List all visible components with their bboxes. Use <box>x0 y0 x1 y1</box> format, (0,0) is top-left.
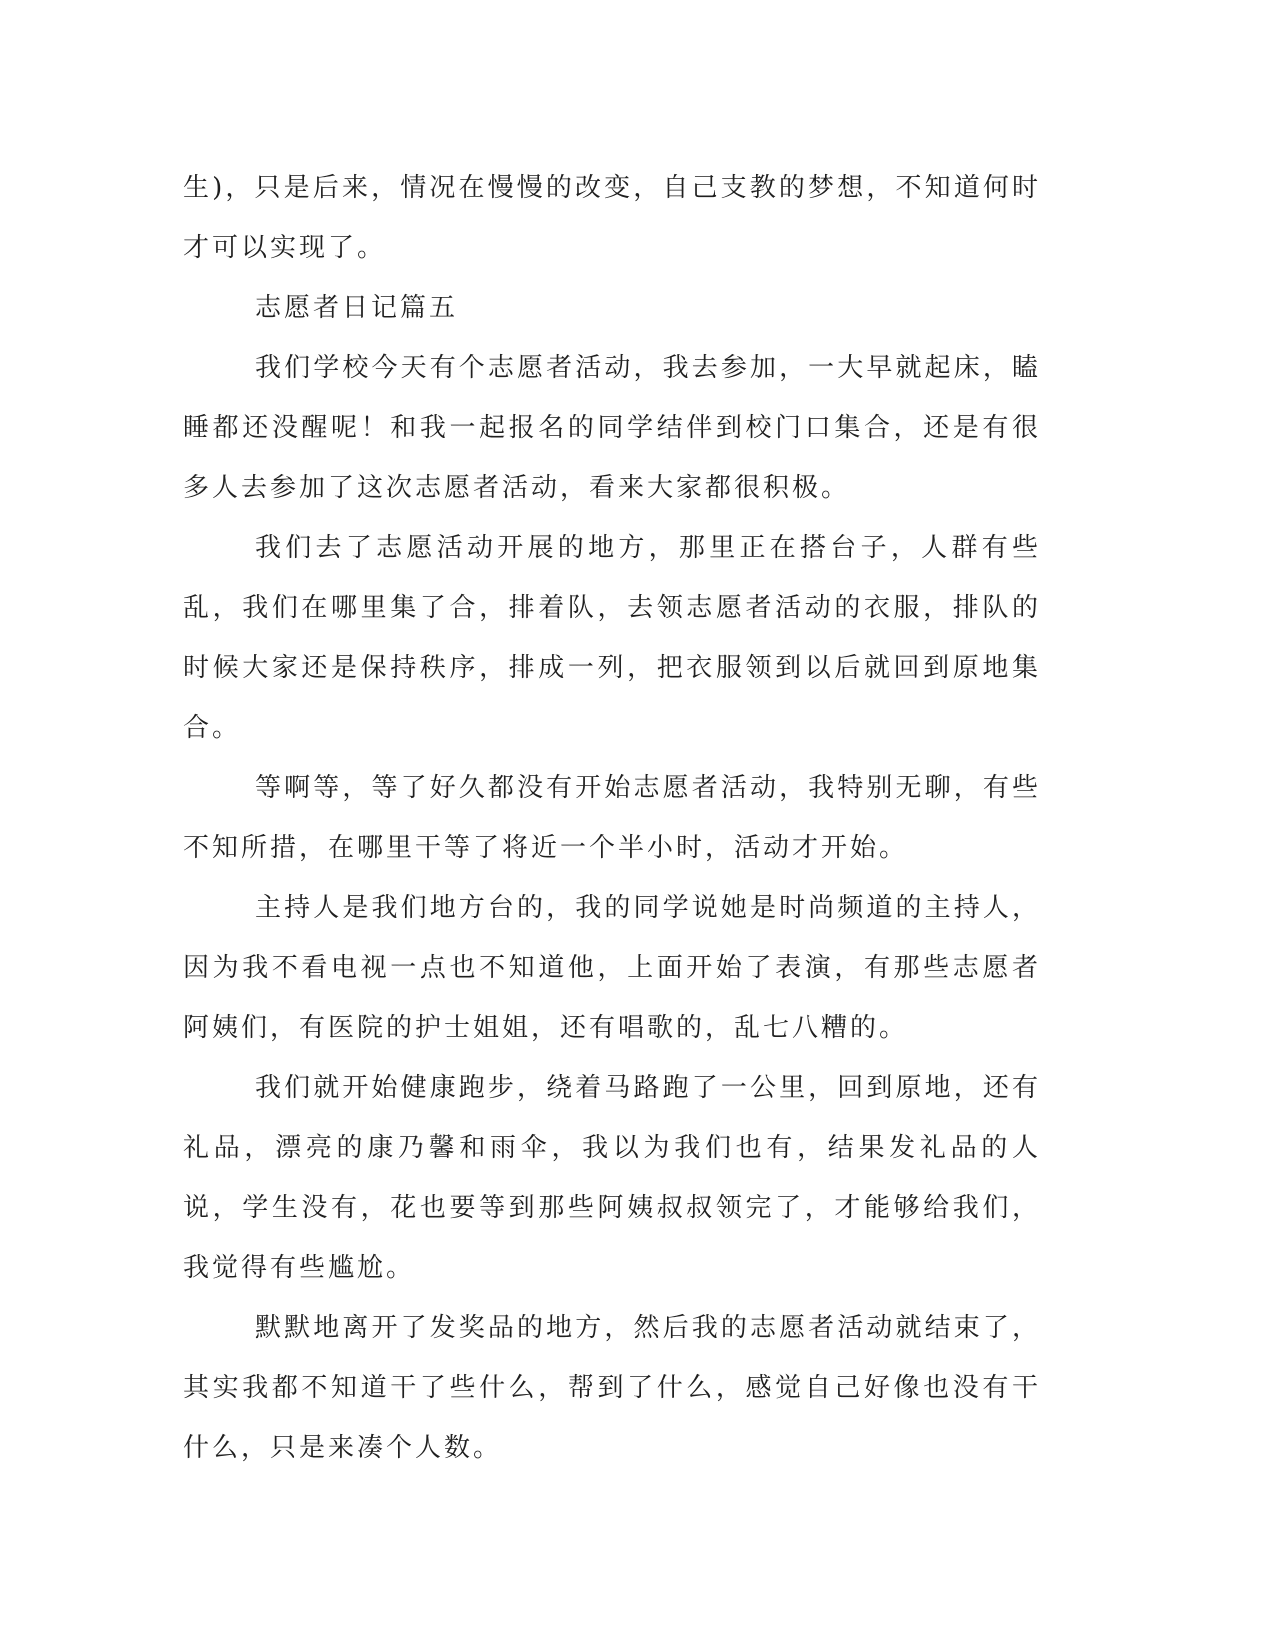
document-body <box>183 158 1041 1478</box>
section-title: 志愿者日记篇五 <box>255 293 459 323</box>
paragraph: 等啊等，等了好久都没有开始志愿者活动，我特别无聊，有些不知所措，在哪里干等了将近一个半小时，活动才开始。 <box>183 773 1041 863</box>
paragraph-continuation: 生)，只是后来，情况在慢慢的改变，自己支教的梦想，不知道何时才可以实现了。 <box>183 173 1041 263</box>
paragraph: 我们就开始健康跑步，绕着马路跑了一公里，回到原地，还有礼品，漂亮的康乃馨和雨伞，我以为我们也有，结果发礼品的人说，学生没有，花也要等到那些阿姨叔叔领完了，才能够给我们，我觉得有些尴尬。 <box>183 1073 1041 1283</box>
paragraph: 主持人是我们地方台的，我的同学说她是时尚频道的主持人，因为我不看电视一点也不知道他，上面开始了表演，有那些志愿者阿姨们，有医院的护士姐姐，还有唱歌的，乱七八糟的。 <box>183 893 1041 1043</box>
paragraph: 我们学校今天有个志愿者活动，我去参加，一大早就起床，瞌睡都还没醒呢！和我一起报名的同学结伴到校门口集合，还是有很多人去参加了这次志愿者活动，看来大家都很积极。 <box>183 353 1041 503</box>
paragraph: 我们去了志愿活动开展的地方，那里正在搭台子，人群有些乱，我们在哪里集了合，排着队，去领志愿者活动的衣服，排队的时候大家还是保持秩序，排成一列，把衣服领到以后就回到原地集合。 <box>183 533 1041 743</box>
paragraph: 默默地离开了发奖品的地方，然后我的志愿者活动就结束了，其实我都不知道干了些什么，帮到了什么，感觉自己好像也没有干什么，只是来凑个人数。 <box>183 1313 1041 1463</box>
